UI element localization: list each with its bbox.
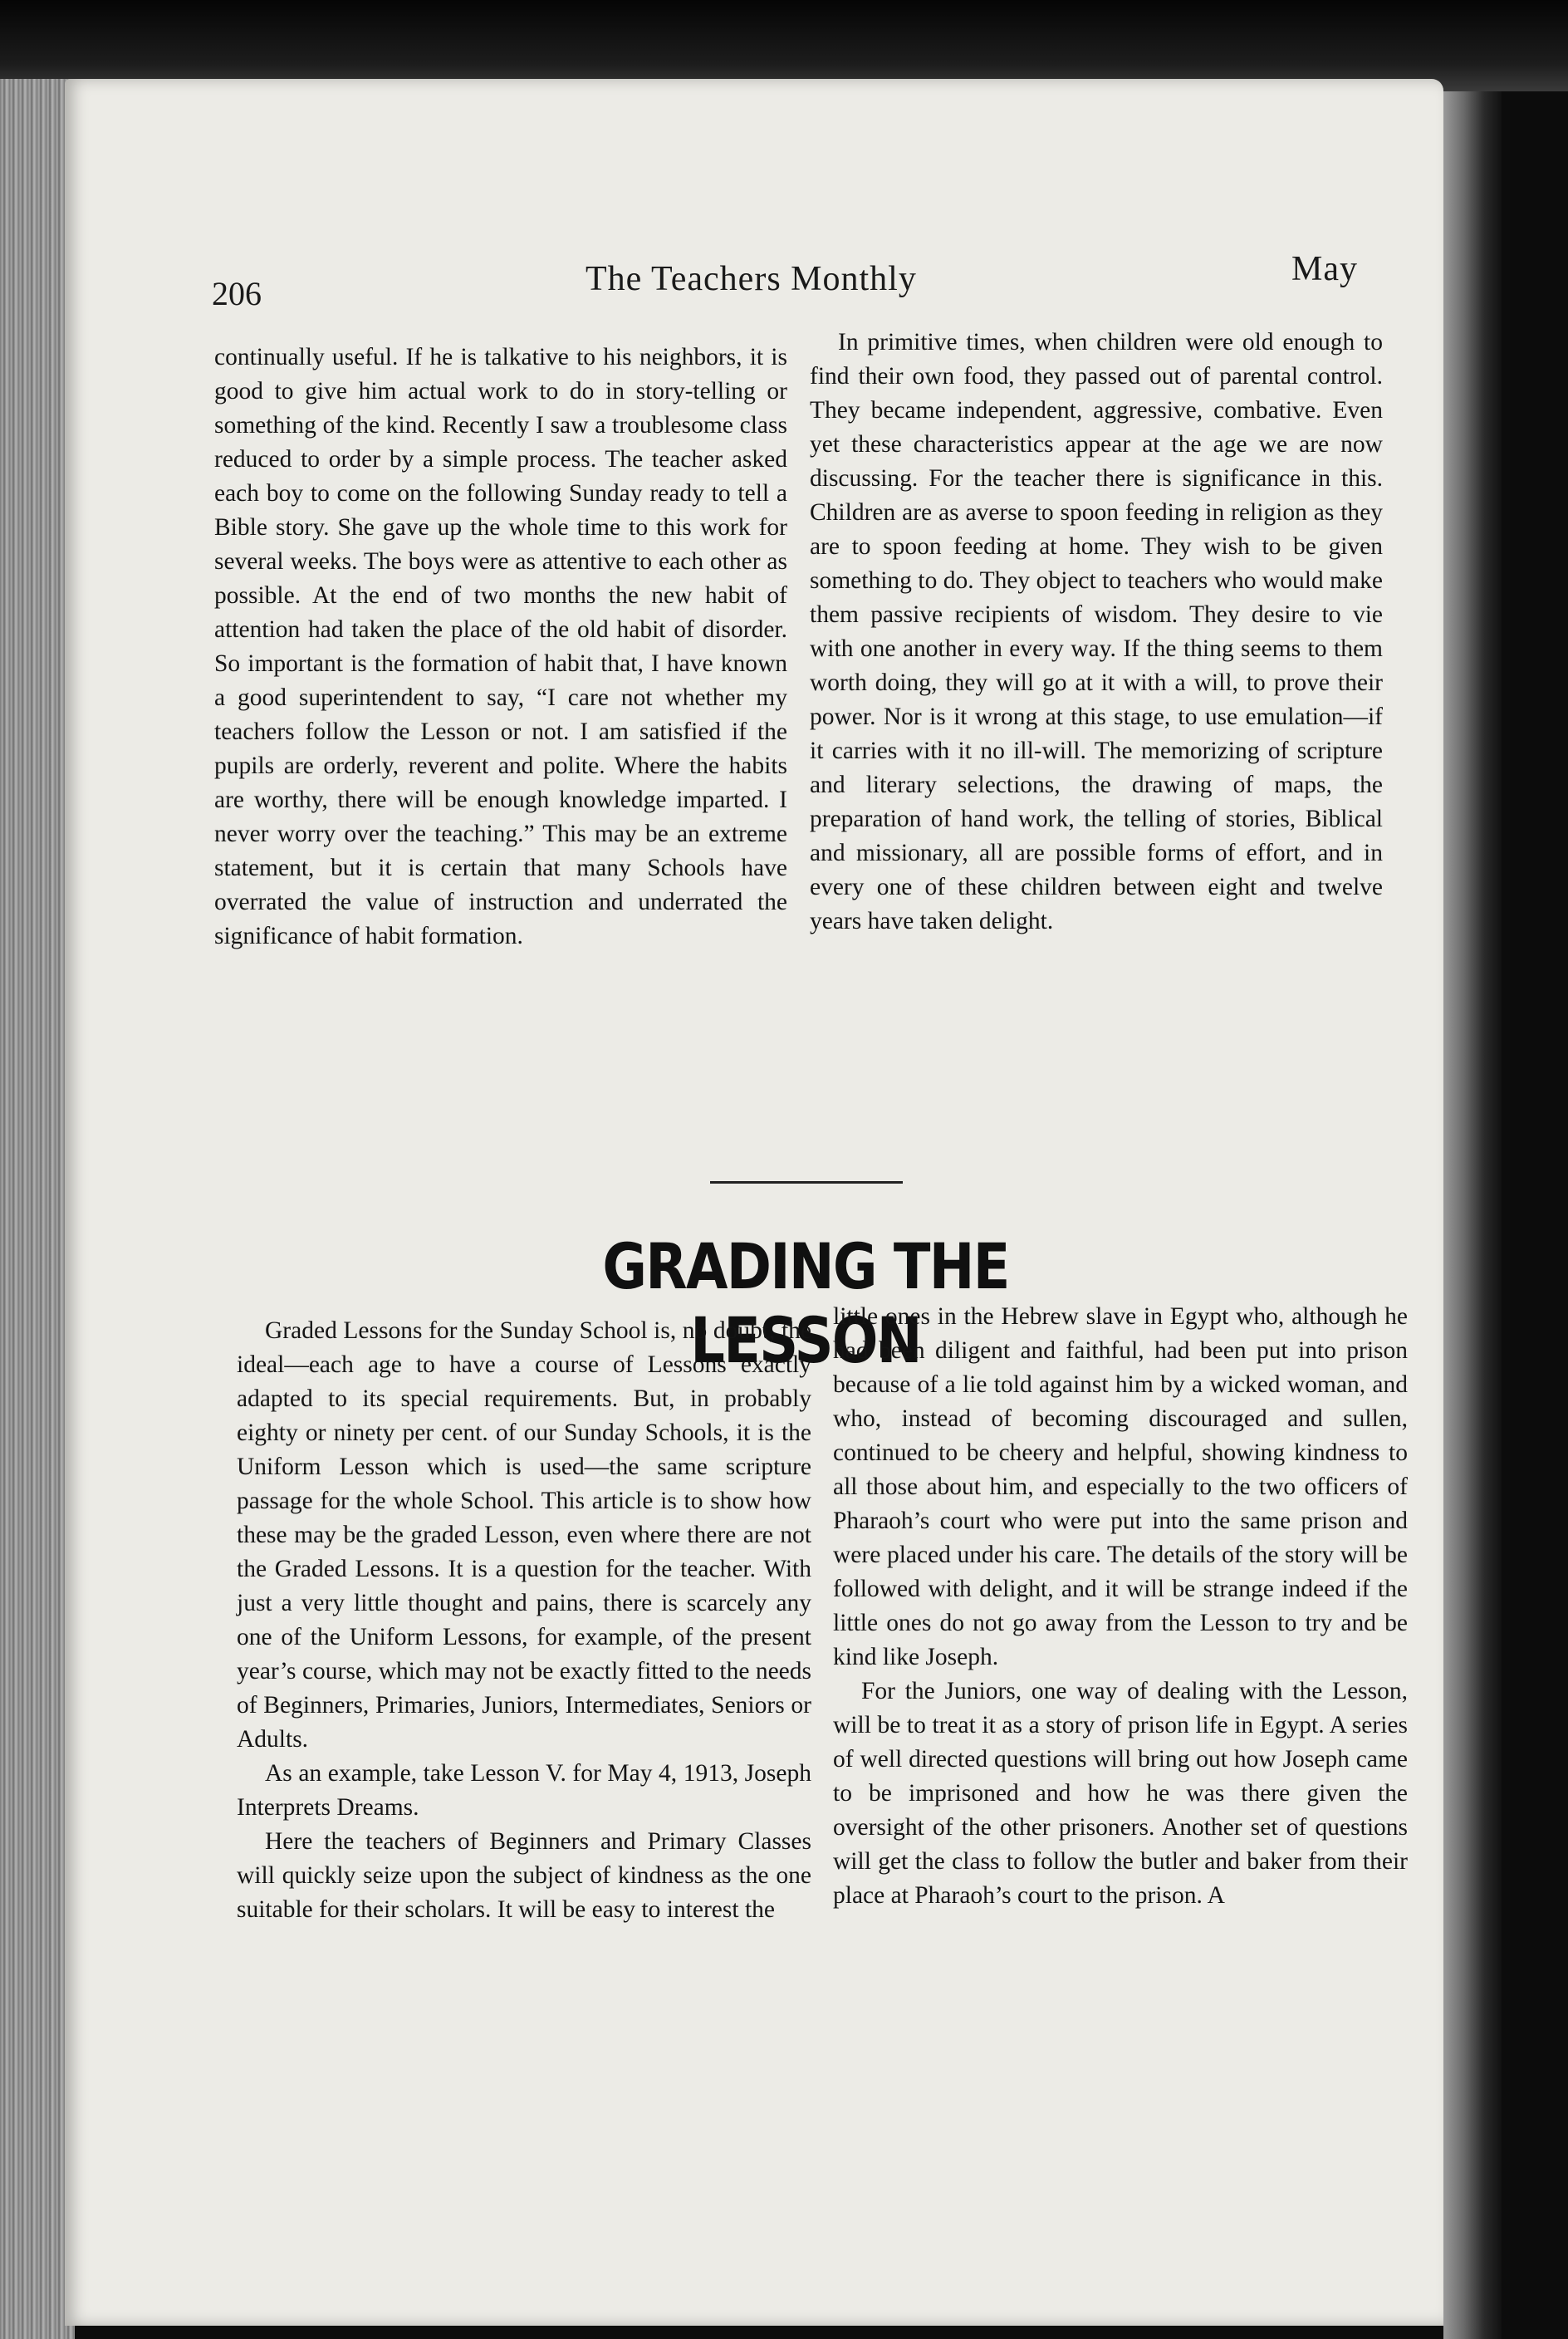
article-title: GRADING THE LESSON — [602, 1229, 1009, 1377]
book-spine — [0, 79, 75, 2339]
article-left-column — [237, 1314, 811, 1927]
header-month: May — [1291, 250, 1358, 288]
running-title: The Teachers Monthly — [586, 260, 917, 298]
paragraph: continually useful. If he is talkative to his neighbors, it is good to give him actual work to do in story-telling or something of the kind. Recently I saw a troublesome class reduced to order by a simple process. The teacher asked each boy to come on the following Sunday ready to tell a Bible story. She gave up the whole time to this work for several weeks. The boys were as attentive to each other as possible. At the end of two months the new habit of attention had taken the place of the old habit of disorder. So important is the formation of habit that, I have known a good superintendent to say, “I care not whether my teachers follow the Lesson or not. I am satisfied if the pupils are orderly, reverent and polite. Where the habits are worthy, there will be enough knowledge imparted. I never worry over the teaching.” This may be an extreme statement, but it is certain that many Schools have overrated the value of instruction and underrated the significance of habit formation. — [214, 344, 787, 949]
scan-top-border — [0, 0, 1568, 91]
page-edge-shadow — [1443, 91, 1502, 2339]
paragraph: Graded Lessons for the Sunday School is, no doubt, the ideal—each age to have a course of Lessons exactly adapted to its special requirements. But, in probably eighty or ninety per cent. of our Sunday Schools, it is the Uniform Lesson which is used—the same scripture passage for the whole School. This article is to show how these may be the graded Lesson, even where there are not the Graded Lessons. It is a question for the teacher. With just a very little thought and pains, there is scarcely any one of the Uniform Lessons, for example, of the present year’s course, which may not be exactly fitted to the needs of Beginners, Primaries, Juniors, Intermediates, Seniors or Adults. — [237, 1317, 811, 1753]
article-right-column — [833, 1300, 1408, 1913]
section-divider — [710, 1181, 903, 1184]
top-left-column — [214, 341, 787, 954]
paragraph: For the Juniors, one way of dealing with the Lesson, will be to treat it as a story of prison life in Egypt. A series of well directed questions will bring out how Joseph came to be imprisoned and how he was there given the oversight of the other prisoners. Another set of questions will get the class to follow the butler and baker from their place at Pharaoh’s court to the prison. A — [833, 1678, 1408, 1909]
top-right-column — [810, 326, 1383, 939]
paragraph: little ones in the Hebrew slave in Egypt who, although he had been diligent and faithful, had been put into prison because of a lie told against him by a wicked woman, and who, instead of becoming discouraged and sullen, continued to be cheery and helpful, showing kindness to all those about him, and especially to the two officers of Pharaoh’s court who were put into the same prison and were placed under his care. The details of the story will be followed with delight, and it will be strange indeed if the little ones do not go away from the Lesson to try and be kind like Joseph. — [833, 1303, 1408, 1670]
paragraph: Here the teachers of Beginners and Primary Classes will quickly seize upon the subject of kindness as the one suitable for their scholars. It will be easy to interest the — [237, 1828, 811, 1923]
page-number: 206 — [212, 275, 262, 312]
paragraph: As an example, take Lesson V. for May 4, 1913, Joseph Interprets Dreams. — [237, 1760, 811, 1821]
paragraph: In primitive times, when children were old enough to find their own food, they passed out of parental control. They became independent, aggressive, combative. Even yet these characteristics appear at the age we are now discussing. For the teacher there is significance in this. Children are as averse to spoon feeding in religion as they are to spoon feeding at home. They wish to be given something to do. They object to teachers who would make them passive recipients of wisdom. They desire to vie with one another in every way. If the thing seems to them worth doing, they will go at it with a will, to prove their power. Nor is it wrong at this stage, to use emulation—if it carries with it no ill-will. The memorizing of scripture and literary selections, the drawing of maps, the preparation of hand work, the telling of stories, Biblical and missionary, all are possible forms of effort, and in every one of these children between eight and twelve years have taken delight. — [810, 329, 1383, 934]
page-header — [212, 249, 1358, 316]
